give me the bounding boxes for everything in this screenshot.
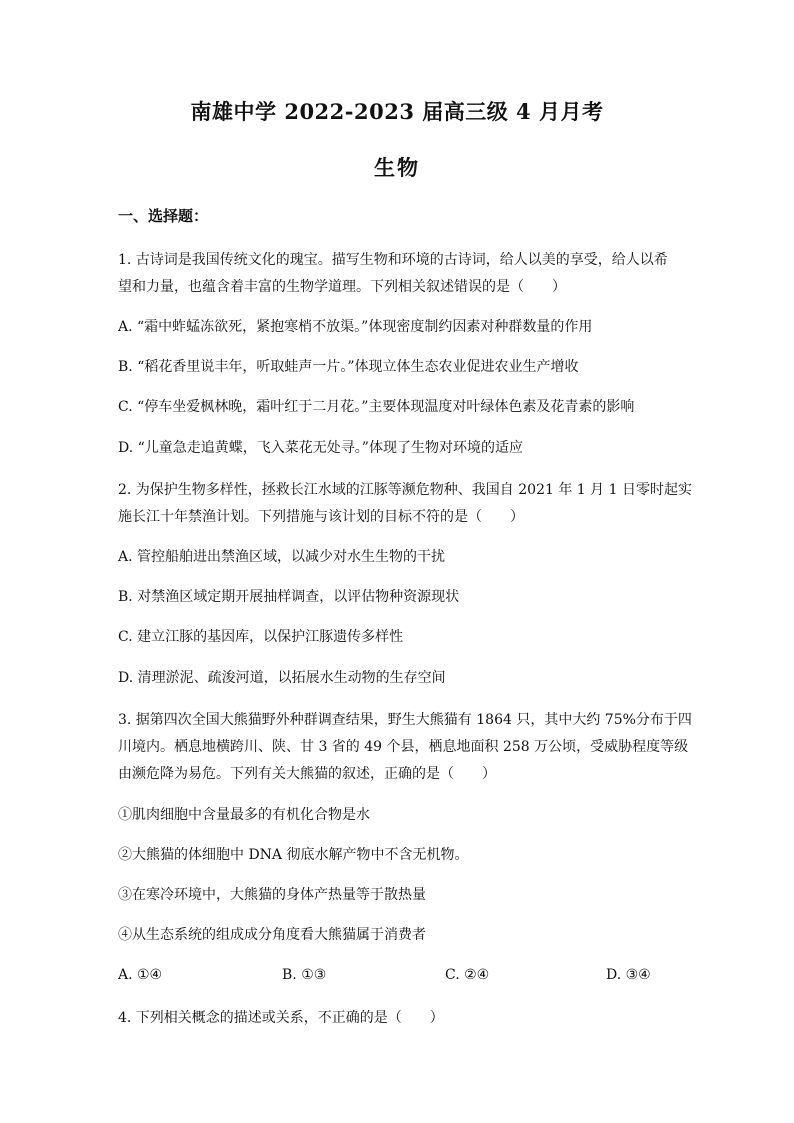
question-2-option-a: A. 管控船舶进出禁渔区域，以减少对水生生物的干扰 (118, 549, 446, 565)
question-1-option-b: B. “稻花香里说丰年，听取蛙声一片。”体现立体生态农业促进农业生产增收 (118, 359, 579, 375)
question-1-stem-line-2: 望和力量，也蕴含着丰富的生物学道理。下列相关叙述错误的是（ ） (118, 279, 566, 295)
question-1-option-c: C. “停车坐爱枫林晚，霜叶红于二月花。”主要体现温度对叶绿体色素及花青素的影响 (118, 399, 635, 415)
question-2-option-b: B. 对禁渔区域定期开展抽样调查，以评估物种资源现状 (118, 589, 460, 605)
question-3-stem-line-2: 川境内。栖息地横跨川、陕、甘 3 省的 49 个县，栖息地面积 258 万公顷，受威胁程度等级 (118, 739, 689, 755)
question-3-statement-4: ④从生态系统的组成成分角度看大熊猫属于消费者 (118, 927, 426, 943)
question-2-option-d: D. 清理淤泥、疏浚河道，以拓展水生动物的生存空间 (118, 670, 446, 686)
question-3-statement-3: ③在寒冷环境中，大熊猫的身体产热量等于散热量 (118, 887, 426, 903)
question-3-choice-c: C. ②④ (445, 967, 490, 983)
question-2-stem-line-1: 2. 为保护生物多样性，拯救长江水域的江豚等濒危物种、我国自 2021 年 1 月 1 日零时起实 (118, 482, 692, 498)
question-2-option-c: C. 建立江豚的基因库，以保护江豚遗传多样性 (118, 629, 404, 645)
section-heading: 一、选择题： (118, 207, 209, 225)
question-2-stem-line-2: 施长江十年禁渔计划。下列措施与该计划的目标不符的是（ ） (118, 509, 524, 525)
question-3-stem-line-1: 3. 据第四次全国大熊猫野外种群调查结果，野生大熊猫有 1864 只，其中大约 75%分布于四 (118, 712, 692, 728)
subject-title: 生物 (374, 155, 420, 180)
question-3-statement-1: ①肌肉细胞中含量最多的有机化合物是水 (118, 807, 370, 823)
question-3-stem-line-3: 由濒危降为易危。下列有关大熊猫的叙述，正确的是（ ） (118, 766, 496, 782)
question-3-choice-a: A. ①④ (118, 967, 163, 983)
question-1-option-d: D. “儿童急走追黄蝶，飞入菜花无处寻。”体现了生物对环境的适应 (118, 440, 523, 456)
question-1-option-a: A. “霜中蚱蜢冻欲死，紧抱寒梢不放渠。”体现密度制约因素对种群数量的作用 (118, 319, 593, 335)
exam-title: 南雄中学 2022-2023 届高三级 4 月月考 (190, 99, 604, 124)
question-3-statement-2: ②大熊猫的体细胞中 DNA 彻底水解产物中不含无机物。 (118, 847, 469, 863)
question-3-choice-d: D. ③④ (606, 967, 651, 983)
question-1-stem-line-1: 1. 古诗词是我国传统文化的瑰宝。描写生物和环境的古诗词，给人以美的享受，给人以希 (118, 252, 668, 268)
question-4-stem-line-1: 4. 下列相关概念的描述或关系，不正确的是（ ） (118, 1010, 444, 1026)
question-3-choice-b: B. ①③ (282, 967, 327, 983)
